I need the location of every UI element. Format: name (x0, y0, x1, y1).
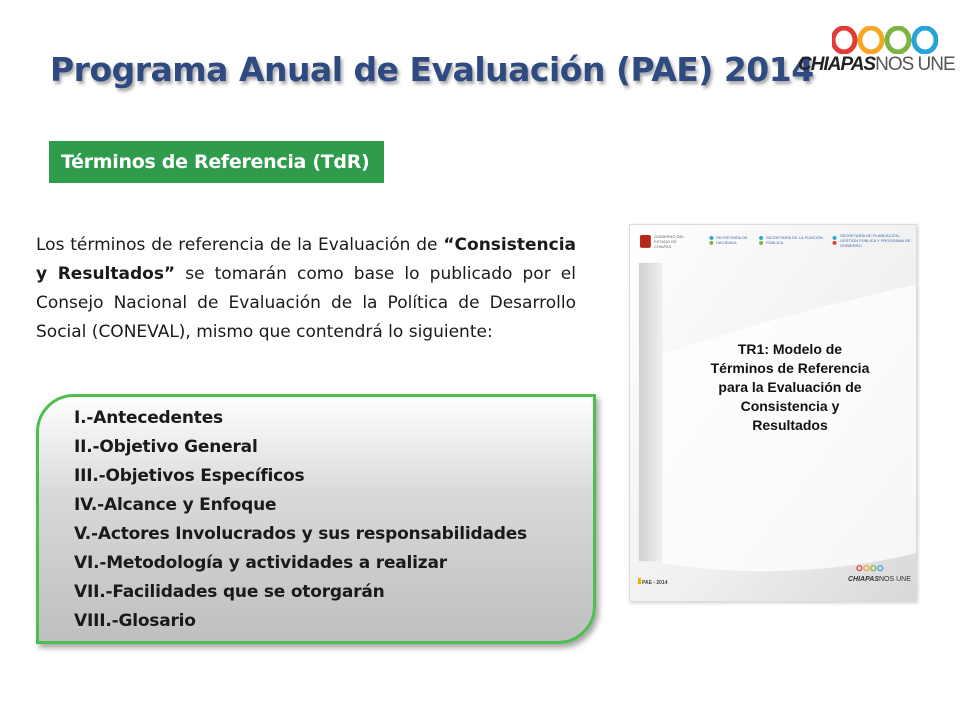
doc-title-line: Resultados (752, 417, 828, 433)
logo-rings-icon (832, 26, 938, 54)
section-badge: Términos de Referencia (TdR) (49, 141, 384, 183)
logo-brand-bold: CHIAPAS (798, 54, 876, 75)
intro-text-part2: se tomarán como base lo publicado por el Consejo Nacional de Evaluación de la Política de Desarrollo Social (CONEVAL), mismo que contendrá lo siguiente: (36, 264, 576, 342)
doc-title (670, 340, 910, 435)
logo-brand-thin: NOS UNE (875, 54, 955, 75)
doc-header-label-2: SECRETARÍA DE LA FUNCIÓN PÚBLICA (766, 235, 823, 245)
intro-text-part1: Los términos de referencia de la Evaluación de (36, 235, 444, 255)
doc-title-line: para la Evaluación de (718, 379, 862, 395)
list-item: VIII.-Glosario (74, 611, 196, 631)
list-item: II.-Objetivo General (74, 437, 258, 457)
list-item: IV.-Alcance y Enfoque (74, 495, 277, 515)
list-item: VII.-Facilidades que se otorgarán (74, 582, 385, 602)
doc-title-line: Términos de Referencia (710, 360, 870, 376)
doc-header-label-1: SECRETARÍA DE HACIENDA (716, 235, 748, 245)
logo-text (798, 54, 955, 76)
doc-header-left: GOBIERNO DEL ESTADO DE CHIAPAS (654, 234, 685, 249)
contents-list (74, 404, 574, 636)
doc-footer-brand-bold: CHIAPAS (848, 576, 879, 583)
doc-title-line: Consistencia y (740, 398, 840, 414)
intro-emphasis: “Consistencia y Resultados” (36, 235, 576, 284)
list-item: III.-Objetivos Específicos (74, 466, 305, 486)
intro-paragraph (36, 231, 576, 347)
doc-title-line: TR1: Modelo de (737, 341, 843, 357)
list-item: I.-Antecedentes (74, 408, 223, 428)
doc-footer-brand-thin: NOS UNE (878, 576, 911, 583)
chiapas-logo (798, 26, 955, 82)
doc-footer-label: PAE - 2014 (642, 580, 668, 586)
document-preview-image (629, 224, 917, 602)
list-item: VI.-Metodología y actividades a realizar (74, 553, 447, 573)
list-item: V.-Actores Involucrados y sus responsabilidades (74, 524, 527, 544)
page-title: Programa Anual de Evaluación (PAE) 2014 (50, 50, 814, 89)
doc-header-label-3: SECRETARÍA DE PLANEACIÓN, GESTIÓN PÚBLICA Y PROGRAMA DE GOBIERNO (840, 233, 911, 248)
doc-footer-brand (848, 576, 911, 583)
